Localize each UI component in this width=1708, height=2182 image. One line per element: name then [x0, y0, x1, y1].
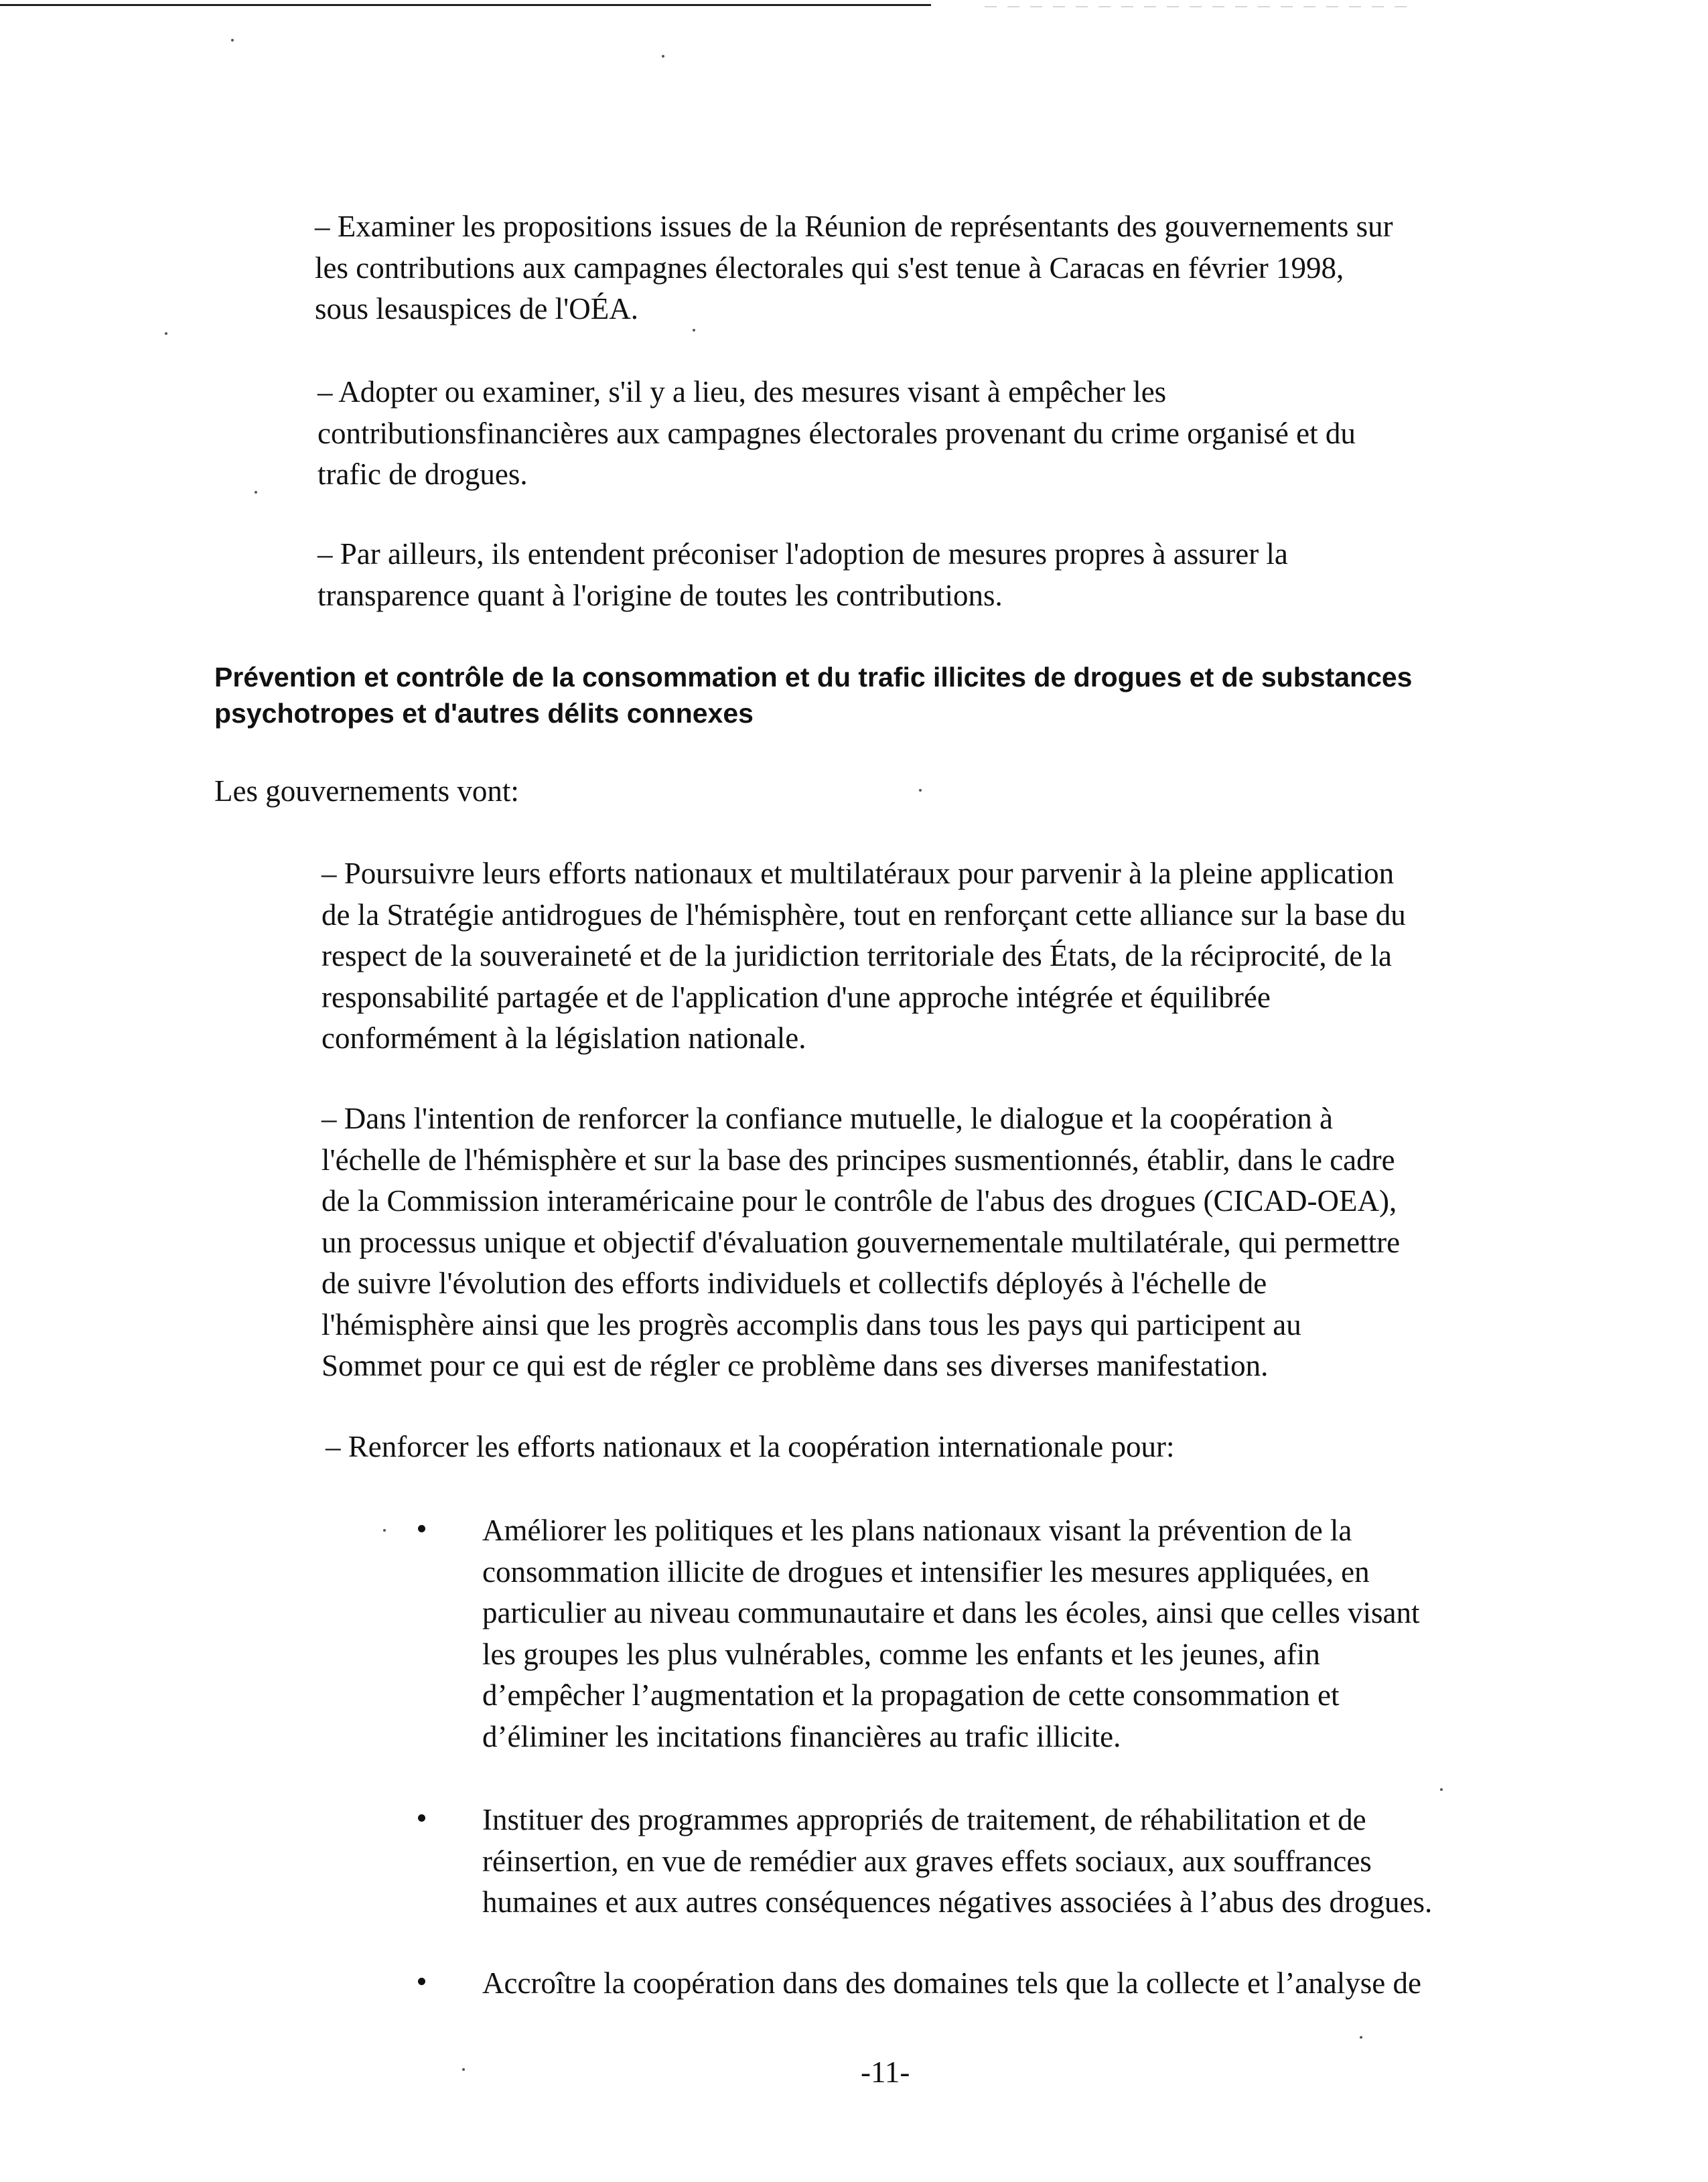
scan-speck — [1440, 1788, 1443, 1791]
text-line: responsabilité partagée et de l'application d'une approche intégrée et équilibrée — [322, 980, 1271, 1014]
heading-line: Prévention et contrôle de la consommation et du trafic illicites de drogues et de substances — [214, 662, 1413, 693]
text-line: de la Stratégie antidrogues de l'hémisphère, tout en renforçant cette alliance sur la base du — [322, 897, 1406, 932]
bullet-icon — [418, 1525, 425, 1532]
text-line: humaines et aux autres conséquences négatives associées à l’abus des drogues. — [482, 1885, 1433, 1919]
top-rule — [0, 4, 931, 6]
text-line: contributionsfinancières aux campagnes électorales provenant du crime organisé et du — [317, 416, 1356, 450]
text-line: transparence quant à l'origine de toutes les contributions. — [317, 578, 1003, 612]
scan-speck — [1360, 2036, 1362, 2039]
bullet-icon — [418, 1978, 425, 1985]
text-line: d’empêcher l’augmentation et la propagation de cette consommation et — [482, 1678, 1340, 1712]
text-line: conformément à la législation nationale. — [322, 1021, 806, 1055]
text-line: d’éliminer les incitations financières au trafic illicite. — [482, 1719, 1121, 1753]
text-line: consommation illicite de drogues et intensifier les mesures appliquées, en — [482, 1554, 1370, 1589]
top-rule-faint — [985, 6, 1413, 7]
text-line: sous lesauspices de l'OÉA. — [315, 292, 639, 325]
text-line: – Dans l'intention de renforcer la confiance mutuelle, le dialogue et la coopération à — [322, 1102, 1333, 1135]
intro-item-1 — [315, 206, 1393, 330]
page-number: -11- — [861, 2055, 910, 2089]
bullet-text — [482, 1800, 1432, 1923]
text-line: Les gouvernements vont: — [214, 774, 519, 808]
scan-speck — [662, 55, 664, 58]
text-line: réinsertion, en vue de remédier aux graves effets sociaux, aux souffrances — [482, 1844, 1372, 1878]
bullet-item-1 — [429, 1510, 1420, 1757]
text-line: respect de la souveraineté et de la juridiction territoriale des États, de la réciprocité, de la — [322, 939, 1393, 972]
scan-speck — [165, 332, 167, 335]
bullet-item-2 — [429, 1800, 1433, 1923]
bullet-item-3 — [429, 1963, 1421, 2005]
bullet-icon — [418, 1814, 425, 1822]
text-line: les groupes les plus vulnérables, comme les enfants et les jeunes, afin — [482, 1637, 1320, 1671]
scan-speck — [383, 1529, 386, 1532]
text-line: – Adopter ou examiner, s'il y a lieu, des mesures visant à empêcher les — [317, 375, 1167, 409]
text-line: l'hémisphère ainsi que les progrès accomplis dans tous les pays qui participent au — [322, 1307, 1301, 1341]
text-line: – Par ailleurs, ils entendent préconiser l'adoption de mesures propres à assurer la — [317, 537, 1288, 571]
bullet-text — [482, 1963, 1421, 2005]
text-line: de suivre l'évolution des efforts individuels et collectifs déployés à l'échelle de — [322, 1266, 1267, 1300]
text-line: – Renforcer les efforts nationaux et la coopération internationale pour: — [326, 1430, 1175, 1463]
text-line: trafic de drogues. — [317, 457, 528, 491]
bullet-text — [482, 1510, 1419, 1757]
text-line: Sommet pour ce qui est de régler ce problème dans ses diverses manifestation. — [322, 1349, 1269, 1382]
text-line: – Examiner les propositions issues de la Réunion de représentants des gouvernements sur — [315, 210, 1393, 243]
text-line: Accroître la coopération dans des domaines tels que la collecte et l’analyse de — [482, 1966, 1421, 2000]
section-heading — [214, 659, 1413, 731]
text-line: particulier au niveau communautaire et dans les écoles, ainsi que celles visant — [482, 1596, 1420, 1629]
text-line: de la Commission interaméricaine pour le contrôle de l'abus des drogues (CICAD-OEA), — [322, 1184, 1397, 1218]
text-line: Améliorer les politiques et les plans nationaux visant la prévention de la — [482, 1514, 1352, 1547]
scan-speck — [462, 2068, 465, 2071]
section-item-3 — [326, 1427, 1174, 1468]
text-line: les contributions aux campagnes électorales qui s'est tenue à Caracas en février 1998, — [315, 250, 1344, 285]
section-item-1 — [322, 853, 1406, 1060]
scan-speck — [255, 491, 257, 494]
intro-item-3 — [317, 534, 1288, 616]
scan-speck — [231, 39, 234, 42]
text-line: l'échelle de l'hémisphère et sur la base des principes susmentionnés, établir, dans le cadre — [322, 1143, 1395, 1177]
section-item-2 — [322, 1098, 1400, 1387]
text-line: Instituer des programmes appropriés de traitement, de réhabilitation et de — [482, 1803, 1366, 1836]
intro-item-2 — [317, 372, 1356, 496]
text-line: un processus unique et objectif d'évaluation gouvernementale multilatérale, qui permettre — [322, 1225, 1401, 1259]
section-lead — [214, 771, 519, 812]
text-line: – Poursuivre leurs efforts nationaux et multilatéraux pour parvenir à la pleine application — [322, 857, 1395, 890]
scan-speck — [919, 789, 922, 792]
heading-line: psychotropes et d'autres délits connexes — [214, 698, 754, 729]
